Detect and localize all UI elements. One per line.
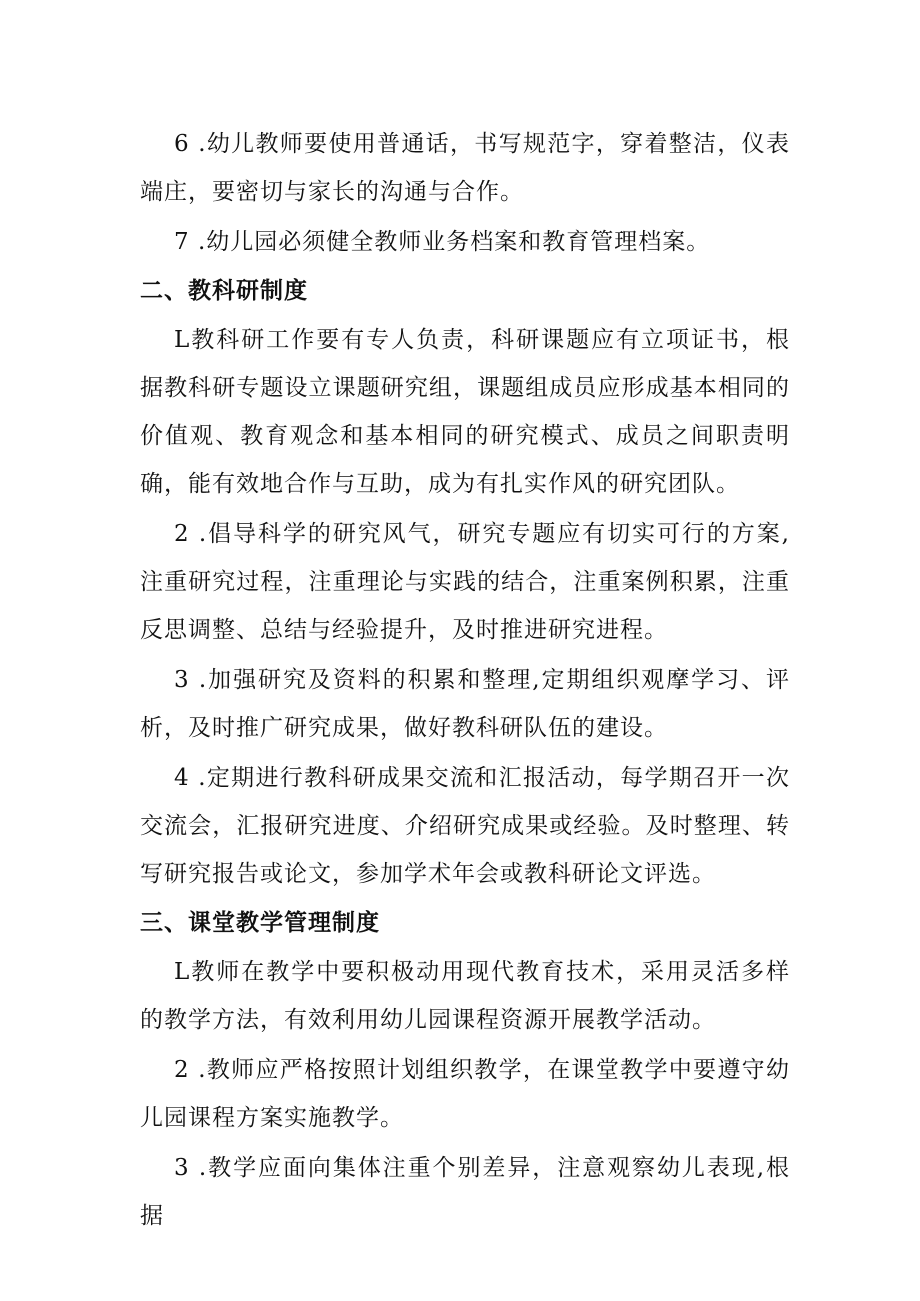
research-item-2: 2 .倡导科学的研究风气，研究专题应有切实可行的方案,注重研究过程，注重理论与实践的结合，注重案例积累，注重反思调整、总结与经验提升，及时推进研究进程。	[140, 521, 790, 643]
document-page	[140, 120, 790, 1240]
research-item-4: 4 .定期进行教科研成果交流和汇报活动，每学期召开一次交流会，汇报研究进度、介绍研究成果或经验。及时整理、转写研究报告或论文，参加学术年会或教科研论文评选。	[140, 765, 790, 887]
section-heading-research: 二、教科研制度	[140, 278, 308, 304]
classroom-item-2: 2 .教师应严格按照计划组织教学，在课堂教学中要遵守幼儿园课程方案实施教学。	[140, 1057, 790, 1131]
paragraph-item-6: 6 .幼儿教师要使用普通话，书写规范字，穿着整洁，仪表端庄，要密切与家长的沟通与合作。	[140, 131, 790, 205]
research-item-1: L教科研工作要有专人负责，科研课题应有立项证书，根据教科研专题设立课题研究组，课题组成员应形成基本相同的价值观、教育观念和基本相同的研究模式、成员之间职责明确，能有效地合作与互助，成为有扎实作风的研究团队。	[140, 327, 790, 497]
classroom-item-3: 3 .教学应面向集体注重个别差异，注意观察幼儿表现,根据	[140, 1155, 790, 1229]
paragraph-item-7: 7 .幼儿园必须健全教师业务档案和教育管理档案。	[174, 229, 711, 255]
classroom-item-1: L教师在教学中要积极动用现代教育技术，采用灵活多样的教学方法，有效利用幼儿园课程资源开展教学活动。	[140, 959, 790, 1033]
section-heading-classroom: 三、课堂教学管理制度	[140, 910, 380, 936]
research-item-3: 3 .加强研究及资料的积累和整理,定期组织观摩学习、评析，及时推广研究成果，做好教科研队伍的建设。	[140, 667, 790, 741]
